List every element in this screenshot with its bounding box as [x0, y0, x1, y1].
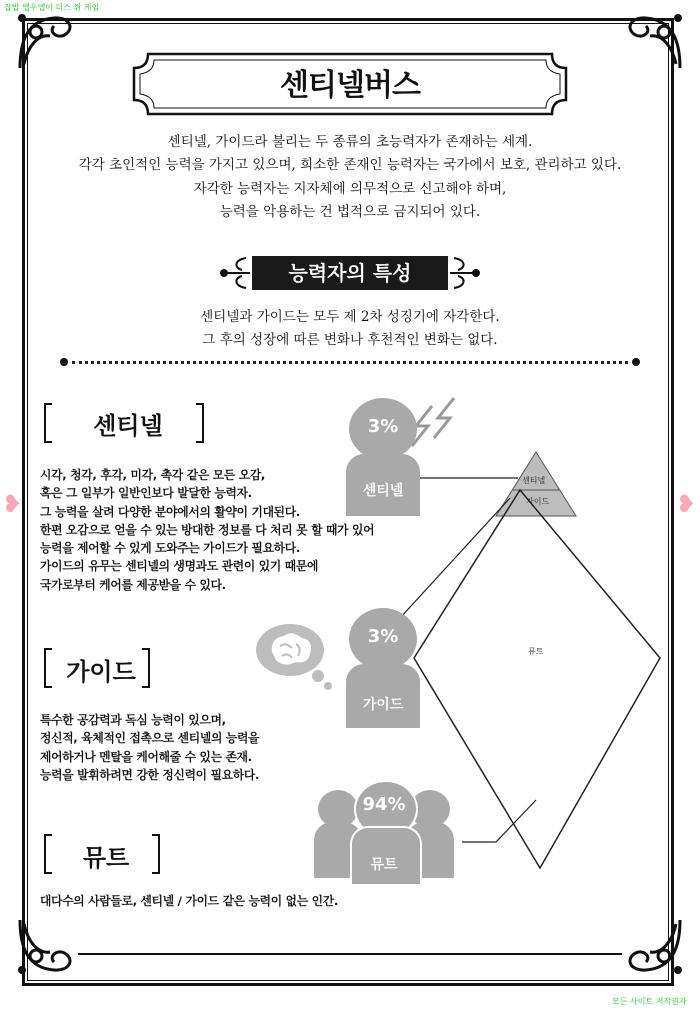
- ornament-top-left-icon: [14, 10, 78, 74]
- mute-percent: 94%: [362, 794, 406, 815]
- heart-left-icon: ❥: [2, 490, 23, 518]
- intro-line-3: 자각한 능력자는 지자체에 의무적으로 신고해야 하며,: [193, 181, 507, 197]
- guide-figure-label: 가이드: [362, 697, 404, 713]
- brain-thought-icon: [252, 618, 342, 694]
- divider-dot-right: [632, 358, 640, 366]
- guide-line: 특수한 공감력과 독심 능력이 있으며,: [40, 713, 226, 727]
- section-banner: 능력자의 특성: [252, 256, 448, 290]
- bracket-left: [44, 834, 52, 874]
- ornament-bottom-left-icon: [14, 914, 78, 978]
- page-title: 센티넬버스: [280, 68, 420, 103]
- ornament-bottom-right-icon: [622, 914, 686, 978]
- sentinel-line: 국가로부터 케어를 제공받을 수 있다.: [40, 577, 226, 592]
- mute-title: 뮤트: [82, 844, 130, 872]
- bottom-divider: [78, 953, 622, 955]
- guide-line: 정신적, 육체적인 접촉으로 센티넬의 능력을: [40, 731, 260, 746]
- bracket-left: [44, 648, 52, 688]
- sentinel-line: 혹은 그 일부가 일반인보다 발달한 능력자.: [40, 486, 252, 501]
- sentinel-line: 그 능력을 살려 다양한 분야에서의 활약이 기대된다.: [40, 504, 301, 519]
- diamond-label-mute: 뮤트: [528, 647, 544, 656]
- intro-line-4: 능력을 악용하는 건 법적으로 금지되어 있다.: [219, 204, 481, 220]
- sentinel-line: 능력을 제어할 수 있게 도와주는 가이드가 필요하다.: [40, 541, 301, 556]
- mute-desc: 대다수의 사람들로, 센티넬 / 가이드 같은 능력이 없는 인간.: [40, 894, 339, 908]
- sentinel-title: 센티넬: [93, 412, 163, 440]
- mute-figure-label: 뮤트: [370, 857, 398, 873]
- trait-line-2: 그 후의 성장에 따른 변화나 후천적인 변화는 없다.: [202, 332, 498, 348]
- flourish-left-icon: [216, 254, 252, 292]
- dotted-divider: [72, 361, 628, 364]
- heart-right-icon: ❥: [676, 490, 697, 518]
- sentinel-line: 가이드의 유무는 센티넬의 생명과도 관련이 있기 때문에: [40, 559, 319, 574]
- pyramid-label-sentinel: 센티넬: [522, 476, 546, 485]
- guide-title: 가이드: [66, 658, 136, 686]
- sentinel-line: 한편 오감으로 얻을 수 있는 방대한 정보를 다 처리 못 할 때가 있어: [40, 522, 375, 537]
- bracket-right: [142, 648, 150, 688]
- top-left-note: 잡밥 앱우앱이 더스 쥐 게임: [4, 3, 100, 12]
- divider-dot-left: [60, 358, 68, 366]
- bracket-right: [196, 403, 204, 443]
- sentinel-figure: [346, 398, 420, 516]
- trait-line-1: 센티넬과 가이드는 모두 제 2차 성징기에 자각한다.: [200, 309, 500, 325]
- pyramid-label-guide: 가이드: [526, 497, 550, 506]
- flourish-right-icon: [448, 254, 484, 292]
- ornament-top-right-icon: [622, 10, 686, 74]
- sentinel-line: 시각, 청각, 후각, 미각, 촉각 같은 모든 오감,: [40, 468, 266, 482]
- intro-line-2: 각각 초인적인 능력을 가지고 있으며, 희소한 존재인 능력자는 국가에서 보호, 관리하고 있다.: [78, 157, 622, 173]
- bottom-right-note: 모든 사이트 저작권자: [612, 997, 687, 1006]
- bracket-left: [44, 403, 52, 443]
- guide-figure: [346, 608, 420, 728]
- guide-percent: 3%: [367, 626, 399, 647]
- mute-figure-group: [314, 780, 454, 882]
- guide-desc: [40, 711, 259, 784]
- guide-line: 능력을 발휘하려면 강한 정신력이 필요하다.: [40, 767, 260, 782]
- bracket-right: [152, 834, 160, 874]
- connector-mute: [462, 800, 536, 842]
- guide-line: 제어하거나 멘탈을 케어해줄 수 있는 존재.: [40, 749, 252, 764]
- sentinel-figure-label: 센티넬: [362, 483, 404, 499]
- intro-line-1: 센티넬, 가이드라 불리는 두 종류의 초능력자가 존재하는 세계.: [167, 134, 533, 150]
- sentinel-percent: 3%: [367, 416, 399, 437]
